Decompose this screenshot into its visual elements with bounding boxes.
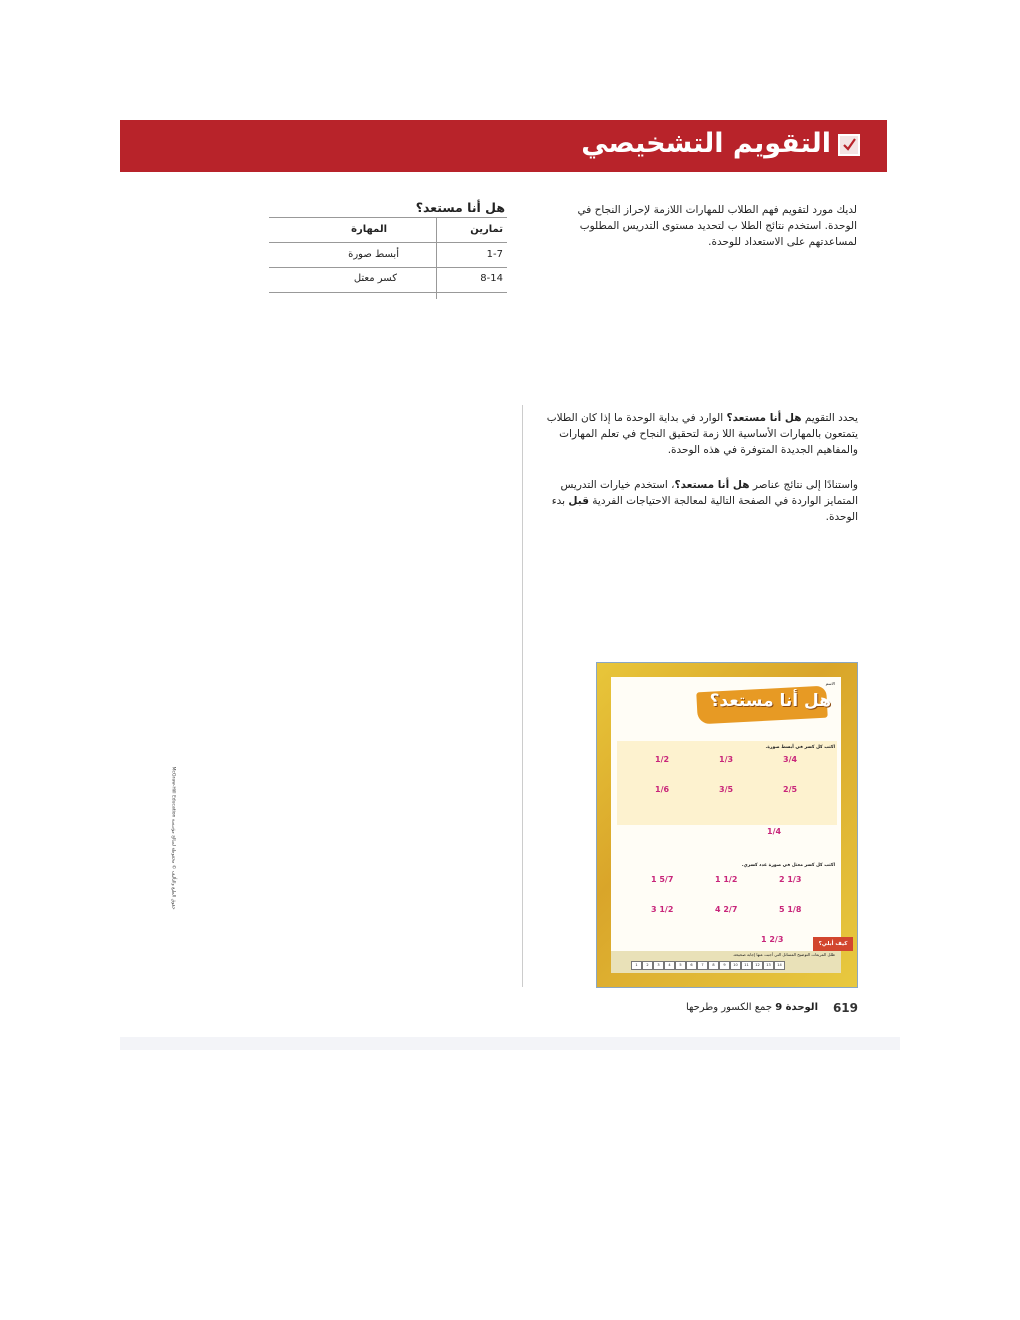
thumb-grid-cell: 9 xyxy=(719,961,730,970)
page-title: التقويم التشخيصي xyxy=(581,128,831,159)
page-number: 619 xyxy=(832,1001,858,1015)
thumb-answer: 4 2/7 xyxy=(715,905,738,914)
thumb-answer: 1 1/2 xyxy=(715,875,738,884)
header-banner xyxy=(120,120,887,172)
thumb-answer: 1/3 xyxy=(719,755,734,764)
skill-table xyxy=(269,217,507,299)
thumb-grid-cell: 10 xyxy=(730,961,741,970)
bottom-strip xyxy=(120,1037,900,1050)
paragraph-1: يحدد التقويم هل أنا مستعد؟ الوارد في بداية الوحدة ما إذا كان الطلاب يتمتعون بالمهارات الأساسية اللا زمة لتحقيق النجاح في تعلم المهارات والمفاهيم الجديدة المتوفرة في هذه الوحدة. xyxy=(546,412,858,456)
thumb-grid-cell: 1 xyxy=(631,961,642,970)
thumb-grid-cell: 2 xyxy=(642,961,653,970)
thumb-grid-cell: 14 xyxy=(774,961,785,970)
thumb-answer: 5 1/8 xyxy=(779,905,802,914)
page-footer xyxy=(640,1001,858,1017)
thumb-grid-cell: 11 xyxy=(741,961,752,970)
thumb-answer: 3/4 xyxy=(783,755,798,764)
thumb-answer: 3/5 xyxy=(719,785,734,794)
thumb-answer: 3 1/2 xyxy=(651,905,674,914)
thumb-name-label: الاسم xyxy=(825,681,835,686)
thumb-answer: 2/5 xyxy=(783,785,798,794)
thumb-section1-box xyxy=(617,741,837,825)
page xyxy=(120,120,900,1050)
thumb-grid-cell: 4 xyxy=(664,961,675,970)
thumb-answer: 1 2/3 xyxy=(761,935,784,944)
worksheet-thumbnail xyxy=(596,662,858,988)
thumb-answer: 1/4 xyxy=(767,827,782,836)
thumb-section1: اكتب كل كسر في أبسط صورة. xyxy=(765,745,835,750)
readiness-title: هل أنا مستعد؟ xyxy=(415,200,505,215)
thumb-answer: 1/6 xyxy=(655,785,670,794)
thumb-answer: 1 5/7 xyxy=(651,875,674,884)
checkmark-icon xyxy=(838,134,860,156)
row1-skill: أبسط صورة xyxy=(348,249,399,260)
intro-text: لديك مورد لتقويم فهم الطلاب للمهارات اللازمة لإحراز النجاح في الوحدة. استخدم نتائج الطلا ب لتحديد مستوى التدريس المطلوب لمساعدتهم على الاستعداد للوحدة. xyxy=(577,204,857,248)
header-exercises: تمارين xyxy=(470,224,503,235)
copyright-credit: حقوق الطبع والتأليف © محفوظة لصالح مؤسسة McGraw-Hill Education xyxy=(170,766,176,910)
thumb-grid-cell: 3 xyxy=(653,961,664,970)
header-skill: المهارة xyxy=(351,224,387,235)
thumb-grid-cell: 12 xyxy=(752,961,763,970)
row2-skill: كسر معتل xyxy=(353,273,397,284)
thumb-grid-cell: 13 xyxy=(763,961,774,970)
thumb-grid-cell: 7 xyxy=(697,961,708,970)
thumb-section2: اكتب كل كسر معتل في صورة عدد كسري. xyxy=(741,863,835,868)
footer-unit: الوحدة 9 جمع الكسور وطرحها xyxy=(685,1002,818,1013)
thumb-grid-cell: 8 xyxy=(708,961,719,970)
thumb-title: هل أنا مستعد؟ xyxy=(709,691,831,711)
row2-exercises: 8-14 xyxy=(480,273,503,284)
thumb-answer: 2 1/3 xyxy=(779,875,802,884)
thumb-score-grid xyxy=(631,961,785,970)
thumb-grid-cell: 5 xyxy=(675,961,686,970)
thumb-bottom-bar: ظلل المربعات التوضيح المسائل التي أجبت عنها إجابة صحيحة. 1 2 3 4 5 6 7 8 9 10 11 12 13 14 xyxy=(611,951,841,973)
thumb-badge: كيف أبلي؟ xyxy=(813,937,853,951)
thumb-grid-cell: 6 xyxy=(686,961,697,970)
paragraph-2: واستنادًا إلى نتائج عناصر هل أنا مستعد؟، استخدم خيارات التدريس المتمايز الواردة في الصفحة التالية لمعالجة الاحتياجات الفردية قبل بدء الوحدة. xyxy=(551,479,858,523)
row1-exercises: 1-7 xyxy=(486,249,503,260)
column-divider xyxy=(522,405,523,987)
thumb-answer: 1/2 xyxy=(655,755,670,764)
